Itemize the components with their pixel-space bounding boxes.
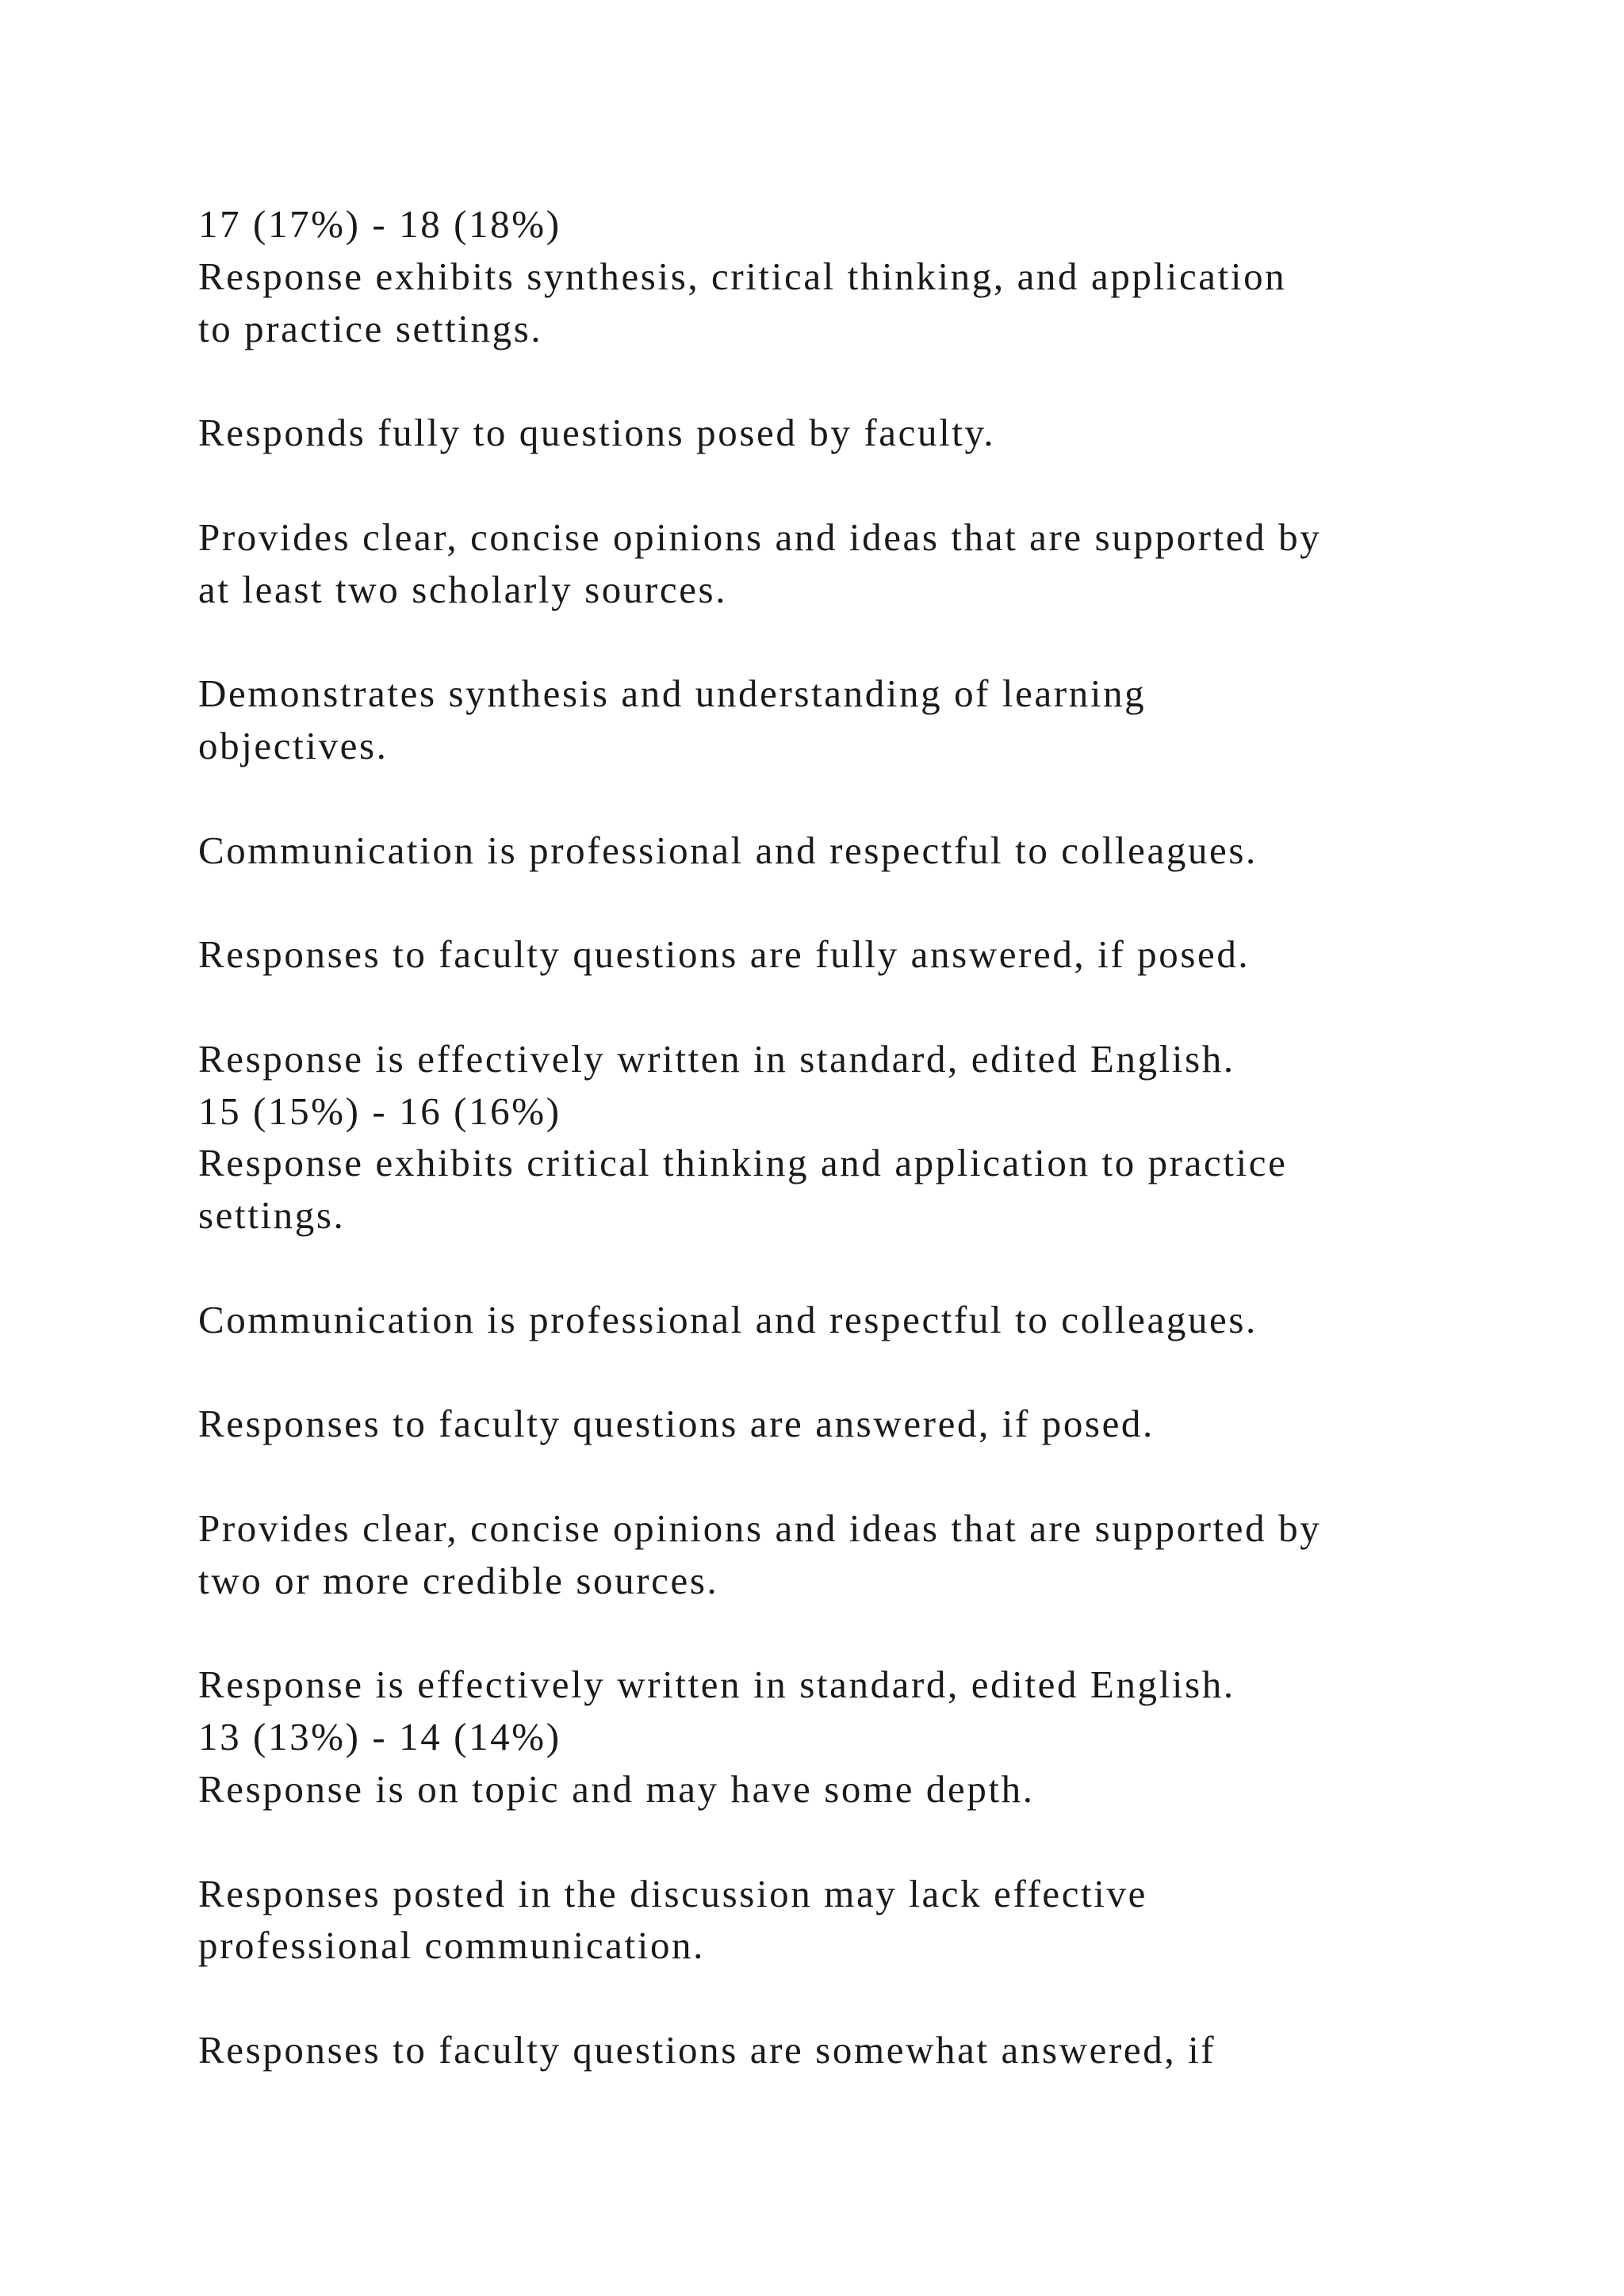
blank-line (198, 876, 1546, 928)
text-line: Responses to faculty questions are answered, if posed. (198, 1402, 1155, 1446)
text-line: Responses posted in the discussion may lack effective (198, 1871, 1147, 1915)
text-line: Response is effectively written in standard, edited English. (198, 1663, 1235, 1707)
text-line: 15 (15%) - 16 (16%) (198, 1089, 561, 1133)
text-line: Responses to faculty questions are fully answered, if posed. (198, 932, 1251, 977)
blank-line (198, 459, 1546, 511)
blank-line (198, 615, 1546, 668)
text-line: Provides clear, concise opinions and ideas that are supported by (198, 515, 1322, 559)
text-line: Response is on topic and may have some depth. (198, 1766, 1035, 1811)
document-body (198, 198, 1546, 2076)
text-line: 13 (13%) - 14 (14%) (198, 1715, 561, 1759)
blank-line (198, 1346, 1546, 1399)
blank-line (198, 981, 1546, 1033)
text-line: Communication is professional and respectful to colleagues. (198, 1297, 1258, 1341)
text-line: Responses to faculty questions are somewhat answered, if (198, 2027, 1216, 2072)
text-line: Response is effectively written in standard, edited English. (198, 1036, 1235, 1081)
text-line: Demonstrates synthesis and understanding of learning (198, 672, 1147, 716)
text-line: professional communication. (198, 1923, 706, 1968)
blank-line (198, 1972, 1546, 2024)
text-line: Communication is professional and respectful to colleagues. (198, 828, 1258, 872)
text-line: at least two scholarly sources. (198, 567, 728, 611)
text-line: to practice settings. (198, 306, 543, 350)
blank-line (198, 1607, 1546, 1659)
blank-line (198, 772, 1546, 825)
blank-line (198, 1242, 1546, 1294)
text-line: Response exhibits synthesis, critical thinking, and application (198, 254, 1287, 298)
blank-line (198, 1450, 1546, 1502)
blank-line (198, 1816, 1546, 1868)
text-line: 17 (17%) - 18 (18%) (198, 202, 561, 246)
text-line: Provides clear, concise opinions and ideas that are supported by (198, 1506, 1322, 1550)
text-line: two or more credible sources. (198, 1558, 719, 1602)
text-line: objectives. (198, 723, 389, 767)
blank-line (198, 354, 1546, 407)
text-line: settings. (198, 1193, 346, 1238)
text-line: Responds fully to questions posed by faculty. (198, 411, 996, 455)
text-line: Response exhibits critical thinking and application to practice (198, 1141, 1288, 1185)
